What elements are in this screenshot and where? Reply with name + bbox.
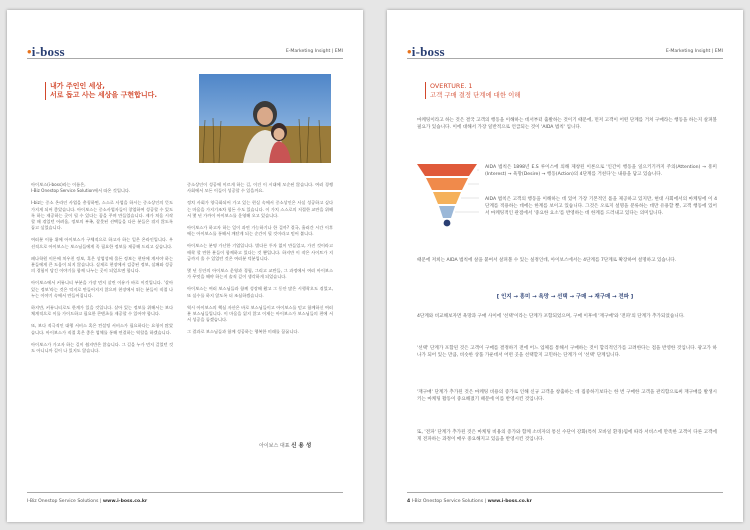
page-footer — [407, 499, 532, 504]
footer-url[interactable]: www.i-boss.co.kr — [487, 499, 532, 504]
letter-paragraph: 역시 아이보스의 핵심 자산은 바로 보스님들이고 아이보스를 믿고 함께하신 여러분 보스님들입니다. 이 마음을 잃지 않고 이제는 아이보스가 보스님들의 편에 서서 성공을 돕겠습니다. — [187, 304, 333, 323]
seven-stage-flow: [ 인지 → 흥미 → 욕망 → 선택 → 구매 → 재구매 → 전파 ] — [496, 294, 634, 300]
footer-text: I-Biz Onestop Service Solutions | — [27, 499, 103, 504]
header-brand: E-Marketing Insight | EMI — [285, 49, 343, 54]
section-title: OVERTURE. 1 — [430, 82, 473, 90]
signature-name: 신 용 성 — [291, 443, 312, 449]
header-brand: E-Marketing Insight | EMI — [665, 49, 723, 54]
aida-funnel-diagram — [415, 162, 479, 228]
signature-title: 아이보스 대표 — [259, 443, 290, 449]
signature — [259, 441, 311, 449]
letter-paragraph: 하지만, 커뮤니티로도 한계가 있을 것입니다. 살아 있는 정보를 위해서는 보다 체계적으로 이를 가이드하고 필요한 콘텐츠를 제공할 수 있어야 합니다. — [31, 305, 173, 317]
section-heading — [425, 82, 520, 99]
letter-column-1 — [31, 182, 173, 360]
letter-paragraph: 아이보스(i-boss)라는 이름은, I-Biz Onestop Service Solution에서 따온 것입니다. — [31, 182, 131, 194]
aida-paragraph-3: 때문에 저희는 AIDA 법칙에 살을 붙여서 살펴볼 수 있는 실정인데, 아이보스에서는 4단계를 7단계로 확장하여 설명하고 있습니다. — [417, 258, 677, 263]
section-subtitle: 고객 구매 결정 단계에 대한 이해 — [430, 90, 521, 99]
body-paragraph: '선택' 단계가 포함된 것은 고객이 구매를 결정하기 전에 어느 업체를 통해서 구매하는 것이 합리적인가를 고려한다는 점을 반영한 것입니다. 광고가 하나가 되어 있는 만큼, 비슷한 상품 가운데서 어떤 곳을 선택할지 고민하는 단계가 이 '선택' 단계입니다. — [417, 346, 717, 358]
page-number: 4 — [407, 499, 411, 504]
founder-photo — [199, 74, 331, 163]
letter-paragraph: 아이보스는 분명 가난한 기업입니다. 별다른 투자 없이 만들었고, 가진 것이라고 애착 할 만한 분들이 함께하고 있다는 것 뿐입니다. 하지만 이 작은 사이트가 지금까지 올 수 있었던 것은 여러분 덕분입니다. — [187, 243, 333, 261]
footer-text: I-Biz Onestop Service Solutions | — [411, 499, 488, 504]
header-divider — [407, 58, 723, 59]
pull-quote-line1: 내가 주인인 세상, — [50, 82, 105, 90]
letter-paragraph: 그 결과로 보스님들과 함께 성공하는 행복한 미래를 꿈꿉니다. — [187, 329, 299, 335]
aida-paragraph-2: AIDA 법칙은 고객의 행동을 이해하는 데 있어 가장 기본적인 틀을 제공하고 있지만, 현대 사회에서의 마케팅에 이 4단계를 적용하는 데에는 한계를 보이고 있습니다. 그것은 오로지 설명을 분류하는 데만 유용할 뿐, 고객 행동에 있어서 마케팅적인 관점에서 '중요한 요소'를 반영하는 데 한계를 드러내고 있다는 의미입니다. — [485, 197, 717, 216]
pull-quote — [45, 82, 170, 100]
aida-paragraph-1: AIDA 법칙은 1898년 E.S 루이스에 의해 제창된 이론으로 '인간이 행동을 일으키기까지 주의(Attention) → 흥미(Interest) → 욕망(Desire) → 행동(Action)의 4단계를 거친다'는 내용을 담고 있습니다. — [485, 165, 717, 177]
letter-paragraph: 아이보스는 여러 보스님들과 함께 성장해 왔고 그 동안 많은 시행착오도 겪었고, 또 실수를 하지 않도록 더 조심하겠습니다. — [187, 286, 333, 298]
footer-divider — [407, 492, 723, 493]
body-paragraph: 4단계와 비교해보자면 욕망과 구매 사이에 '선택'이라는 단계가 포함되었으며, 구매 이후에 '재구매'와 '전파'의 단계가 추가되었습니다. — [417, 314, 685, 319]
letter-paragraph: 페나학원 이론에 치우친 정보, 혹은 상업성에 물든 정보는 현단에 계셔야 하는 분들에게 큰 도움이 되지 않습니다. 실제로 현장에서 검증된 정보, 실패와 성공의 경험이 담긴 이야기를 함께 나누는 곳이 되었으면 합니다. — [31, 255, 173, 274]
letter-paragraph: 몇 년 동안의 아이보스 운영과 경험, 그리고 교만들, 그 과정에서 여러 아이보스가 무엇을 해야 하는지 솔직 깊이 생각하게 되었습니다. — [187, 268, 333, 280]
body-paragraph: 또, '전파' 단계가 추가된 것은 마케팅 비용의 증가와 함께 소비자의 통신 수단이 강화(특히 모바일 환경)됨에 따라 서비스에 만족한 고객이 다른 고객에게 전파하는 과정이 매우 중요해지고 있음을 반영시킨 것입니다. — [417, 430, 717, 442]
letter-column-2 — [187, 182, 333, 342]
letter-paragraph: 정치 사회가 양극화되어 가고 있는 현실 속에서 중소상인은 사실 성공하고 싶다는 마음을 가지기조차 힘든 수도 있습니다. 이 가치 스스로의 저절한 교만을 위해서 몇 년 가까이 아이보스를 운영해 오고 있습니다. — [187, 200, 333, 218]
letter-paragraph: 아이보스가 하고자 하는 일이 과연 가능하기나 한 걸까? 결국, 흘러간 시간 이후에는 아이보스를 통해서 깨닫게 되는 순간이 될 것이라고 믿어 봅니다. — [187, 225, 333, 237]
intro-paragraph: 마케팅이라고 하는 것은 결국 고객의 행동을 이해하는 데서부터 출발하는 것이기 때문에, 먼저 고객이 어떤 단계를 거쳐 구매라는 행동을 하는지 살펴볼 필요가 있습니다. 이에 대해서 가장 일반적으로 언급되는 것이 'AIDA 법칙' 입니다. — [417, 118, 717, 130]
page-footer — [27, 499, 147, 504]
header-divider — [27, 58, 343, 59]
letter-paragraph: 중소상인이 성공에 이르게 하는 길, 이건 이 시대에 모순된 않습니다. 여러 경쟁 사회에서 모든 이들이 성공할 수 있을까요. — [187, 182, 333, 194]
iboss-logo: •i-boss — [407, 44, 445, 59]
letter-paragraph: 또, 보다 적극적인 대행 서비스 혹은 컨설팅 서비스가 필요하다는 요청이 많았습니다. 아이보스가 직접 혹은 좋은 업체를 통해 연결하는 역할을 하겠습니다. — [31, 323, 173, 335]
pull-quote-line2: 서로 돕고 사는 세상을 구현합니다. — [50, 91, 158, 99]
left-page — [7, 10, 363, 522]
iboss-logo: •i-boss — [27, 44, 65, 59]
footer-url[interactable]: www.i-boss.co.kr — [102, 499, 148, 504]
letter-paragraph: 여러분 이름 위에 아이보스가 구체적으로 하고자 하는 일은 온라인입니다. 우선적으로 아이보스는 보스님들에게 꼭 필요한 정보를 제공해 드리고 싶습니다. — [31, 237, 173, 249]
letter-paragraph: I-biz는 중소 온라인 사업을 총칭하면, 스스로 사업을 하시는 중소상인의 뜻도 가지게 되어 좋았습니다. 아이보스는 중소사업자들이 창업하여 성공할 수 있도록 하는 제공하는 곳이 될 수 있다는 꿈을 꾸며 만들었습니다. 제가 처음 시작할 때 겪었던 어려움, 정보의 부족, 잘못된 선택들을 다른 분들은 겪지 않도록 돕고 싶었습니다. — [31, 200, 173, 231]
body-paragraph: '재구매' 단계가 추가된 것은 마케팅 비용의 증가로 인해 신규 고객을 창출하는 데 집중하기보다는 한 번 구매한 고객을 관리함으로써 재구매를 발생시키는 마케팅 활동이 중요해졌기 때문에 이를 반영시킨 것입니다. — [417, 390, 717, 402]
right-page — [387, 10, 743, 522]
letter-paragraph: 아이보스가 가고자 하는 길이 쉽지만은 않습니다. 그 길을 누가 먼저 걸었던 것도 아니니까 길이 나 있지도 않습니다. — [31, 341, 173, 354]
letter-paragraph: 아이보스에서 커뮤니티 부분을 가장 먼저 살린 이유가 바로 이것입니다. '살아 있는 정보'라는 것은 억지로 만들어지지 않으며 현장에서 뛰는 분들이 직접 나누는 이야기 속에서 만들어집니다. — [31, 280, 173, 298]
footer-divider — [27, 492, 343, 493]
